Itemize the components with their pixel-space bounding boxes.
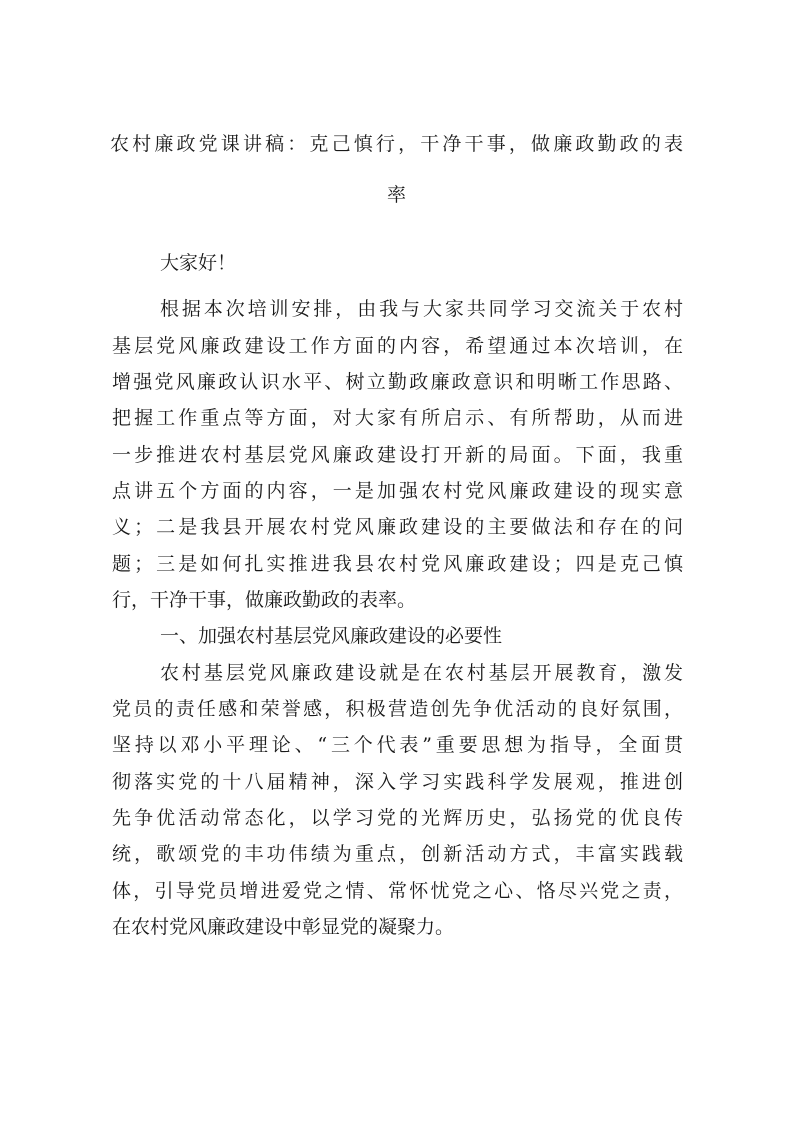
paragraph-1-line: 把握工作重点等方面，对大家有所启示、有所帮助，从而进	[112, 407, 683, 429]
document-title-line-2: 率	[386, 184, 406, 206]
document-title-line-1: 农村廉政党课讲稿：克己慎行，干净干事，做廉政勤政的表	[110, 133, 683, 155]
paragraph-1-line: 一步推进农村基层党风廉政建设打开新的局面。下面，我重	[112, 444, 683, 466]
paragraph-2-line: 体，引导党员增进爱党之情、常怀忧党之心、恪尽兴党之责，	[112, 880, 683, 902]
paragraph-2-line: 党员的责任感和荣誉感，积极营造创先争优活动的良好氛围，	[112, 698, 683, 720]
paragraph-1-line: 行，干净干事，做廉政勤政的表率。	[112, 589, 417, 611]
paragraph-2-line: 在农村党风廉政建设中彰显党的凝聚力。	[112, 916, 455, 938]
paragraph-2-line: 彻落实党的十八届精神，深入学习实践科学发展观，推进创	[112, 771, 683, 793]
paragraph-1-line: 义；二是我县开展农村党风廉政建设的主要做法和存在的问	[112, 516, 683, 538]
paragraph-2-line: 先争优活动常态化，以学习党的光辉历史，弘扬党的优良传	[112, 807, 683, 829]
paragraph-1-line: 增强党风廉政认识水平、树立勤政廉政意识和明晰工作思路、	[112, 371, 683, 393]
paragraph-1-line: 题；三是如何扎实推进我县农村党风廉政建设；四是克己慎	[112, 553, 683, 575]
paragraph-1-line: 点讲五个方面的内容，一是加强农村党风廉政建设的现实意	[112, 480, 683, 502]
greeting: 大家好！	[160, 252, 237, 274]
paragraph-2-line: 坚持以邓小平理论、“三个代表”重要思想为指导，全面贯	[112, 734, 683, 756]
paragraph-1-line: 基层党风廉政建设工作方面的内容，希望通过本次培训，在	[112, 335, 683, 357]
paragraph-1-line: 根据本次培训安排，由我与大家共同学习交流关于农村	[160, 298, 683, 320]
paragraph-2-line: 统，歌颂党的丰功伟绩为重点，创新活动方式，丰富实践载	[112, 843, 683, 865]
paragraph-2-line: 农村基层党风廉政建设就是在农村基层开展教育，激发	[160, 662, 683, 684]
section-1-heading: 一、加强农村基层党风廉政建设的必要性	[160, 625, 503, 647]
